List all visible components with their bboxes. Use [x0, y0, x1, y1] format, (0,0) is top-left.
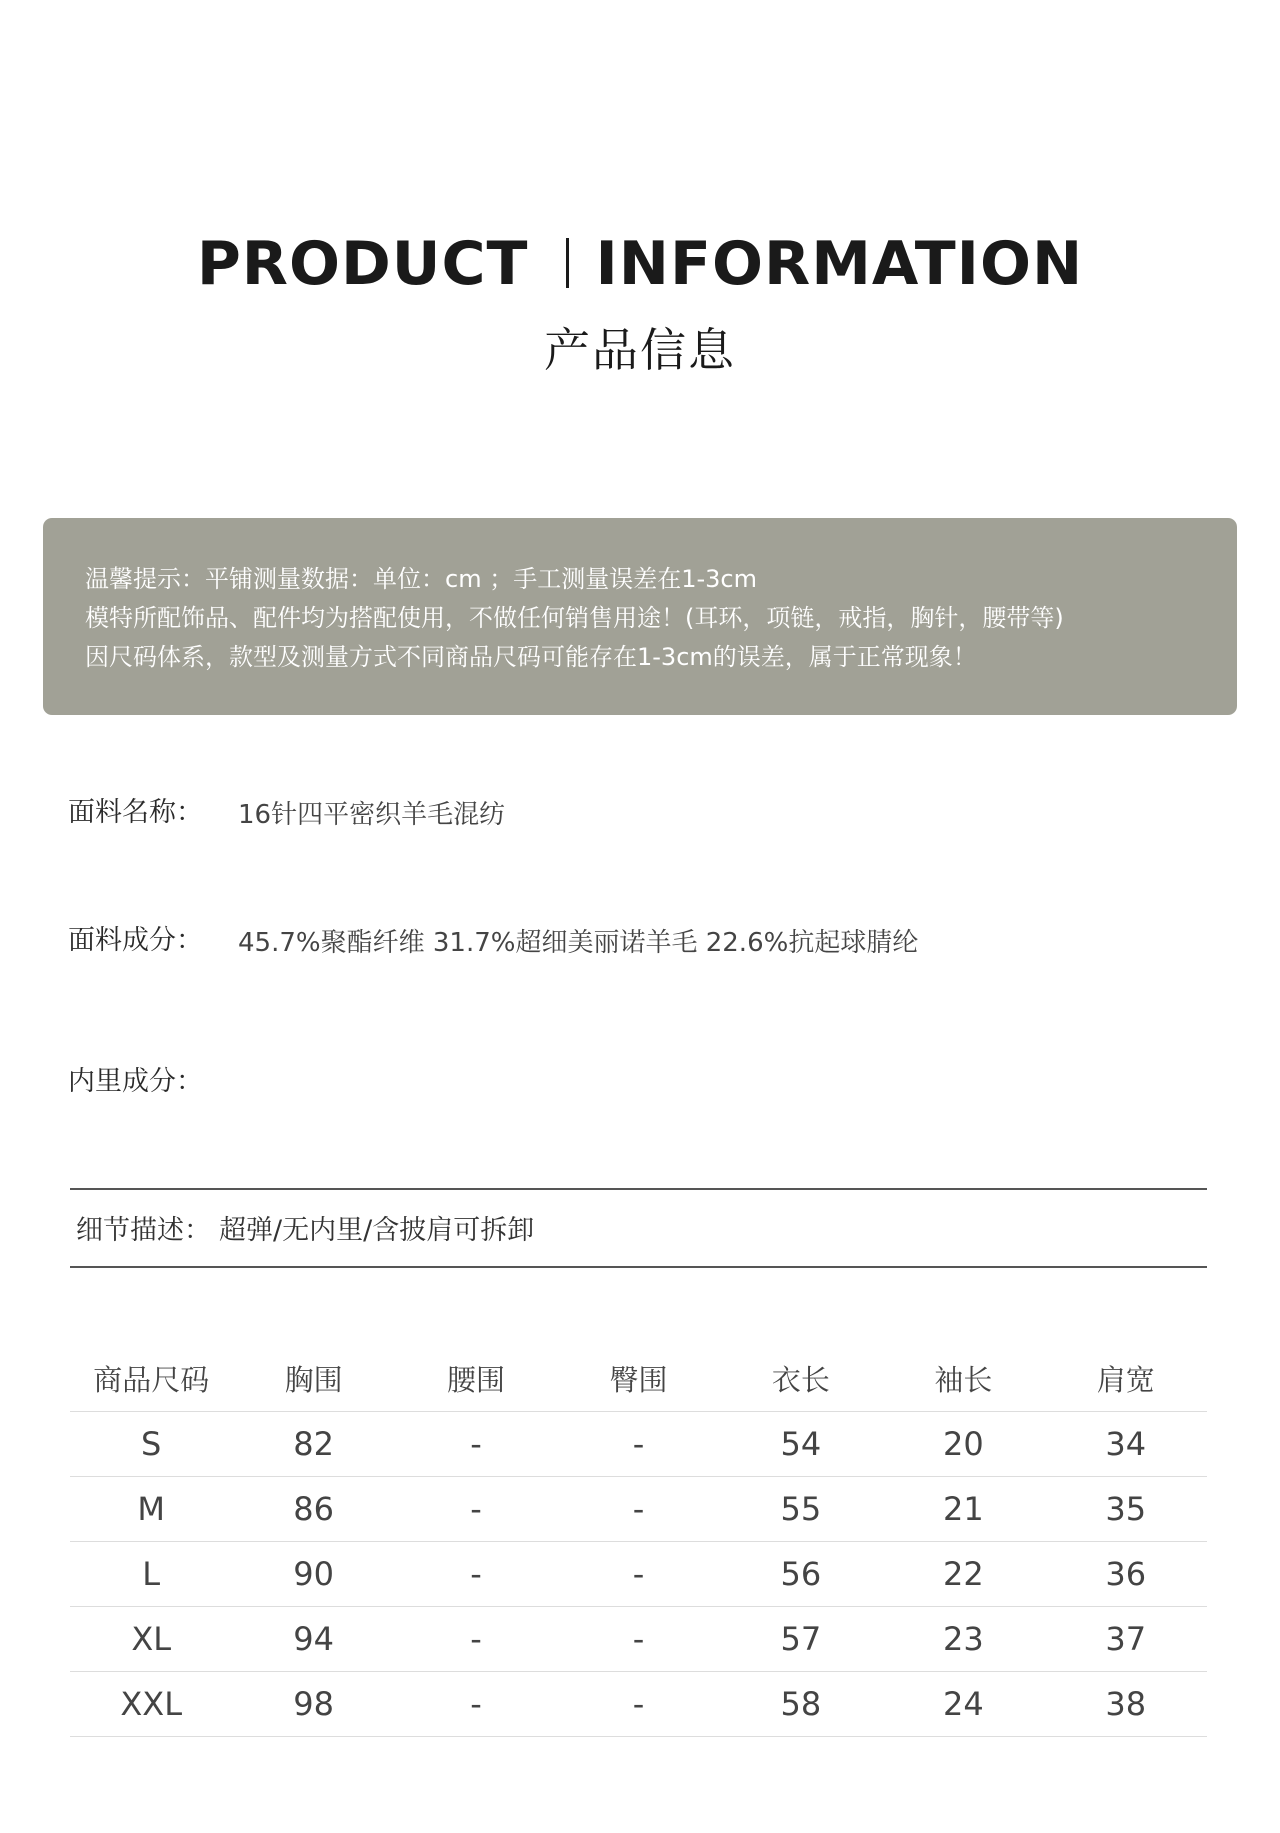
details-label: 细节描述： — [76, 1215, 211, 1246]
header-length: 衣长 — [720, 1345, 882, 1412]
size-cell: M — [70, 1477, 232, 1542]
header-chest: 胸围 — [232, 1345, 394, 1412]
table-cell: - — [557, 1672, 719, 1737]
table-cell: 56 — [720, 1542, 882, 1607]
lining-row — [68, 1064, 203, 1100]
notice-line: 温馨提示：平铺测量数据：单位：cm ；手工测量误差在1-3cm — [85, 565, 757, 593]
table-cell: 37 — [1045, 1607, 1207, 1672]
notice-line: 模特所配饰品、配件均为搭配使用，不做任何销售用途！(耳环，项链，戒指，胸针，腰带等) — [85, 604, 1064, 632]
table-cell: - — [395, 1412, 557, 1477]
page-title — [0, 228, 1280, 300]
header-shoulder: 肩宽 — [1045, 1345, 1207, 1412]
size-table — [70, 1345, 1207, 1737]
table-cell: 55 — [720, 1477, 882, 1542]
fabric-name-value: 16针四平密织羊毛混纺 — [238, 800, 506, 830]
table-cell: 20 — [882, 1412, 1044, 1477]
table-row — [70, 1672, 1207, 1737]
divider-top — [70, 1188, 1207, 1190]
table-cell: 22 — [882, 1542, 1044, 1607]
table-cell: - — [395, 1477, 557, 1542]
notice-line: 因尺码体系，款型及测量方式不同商品尺码可能存在1-3cm的误差，属于正常现象！ — [85, 643, 977, 671]
table-cell: 21 — [882, 1477, 1044, 1542]
table-cell: 90 — [232, 1542, 394, 1607]
table-cell: 54 — [720, 1412, 882, 1477]
title-divider — [566, 238, 569, 288]
table-cell: 58 — [720, 1672, 882, 1737]
header-size: 商品尺码 — [70, 1345, 232, 1412]
header-hip: 臀围 — [557, 1345, 719, 1412]
table-cell: 98 — [232, 1672, 394, 1737]
table-cell: 82 — [232, 1412, 394, 1477]
table-cell: 86 — [232, 1477, 394, 1542]
size-cell: L — [70, 1542, 232, 1607]
table-cell: - — [395, 1542, 557, 1607]
table-cell: 57 — [720, 1607, 882, 1672]
notice-box — [43, 518, 1237, 715]
table-cell: - — [395, 1607, 557, 1672]
table-row — [70, 1477, 1207, 1542]
table-cell: - — [557, 1542, 719, 1607]
table-cell: 94 — [232, 1607, 394, 1672]
fabric-composition-value: 45.7%聚酯纤维 31.7%超细美丽诺羊毛 22.6%抗起球腈纶 — [238, 928, 919, 958]
fabric-composition-row — [68, 923, 919, 959]
table-cell: - — [557, 1412, 719, 1477]
header-sleeve: 袖长 — [882, 1345, 1044, 1412]
table-cell: 23 — [882, 1607, 1044, 1672]
lining-label: 内里成分： — [68, 1066, 203, 1097]
table-cell: - — [395, 1672, 557, 1737]
size-cell: S — [70, 1412, 232, 1477]
header-waist: 腰围 — [395, 1345, 557, 1412]
table-row — [70, 1542, 1207, 1607]
table-cell: 38 — [1045, 1672, 1207, 1737]
table-cell: - — [557, 1477, 719, 1542]
fabric-name-label: 面料名称： — [68, 797, 203, 828]
details-row — [76, 1213, 534, 1249]
table-cell: 24 — [882, 1672, 1044, 1737]
table-cell: 35 — [1045, 1477, 1207, 1542]
table-cell: - — [557, 1607, 719, 1672]
table-row — [70, 1412, 1207, 1477]
table-cell: 36 — [1045, 1542, 1207, 1607]
details-value: 超弹/无内里/含披肩可拆卸 — [219, 1215, 535, 1246]
page-subtitle: 产品信息 — [544, 323, 736, 377]
table-row — [70, 1607, 1207, 1672]
divider-bottom — [70, 1266, 1207, 1268]
fabric-composition-label: 面料成分： — [68, 925, 203, 956]
title-information: INFORMATION — [595, 229, 1084, 299]
title-product: PRODUCT — [196, 229, 529, 299]
table-cell: 34 — [1045, 1412, 1207, 1477]
fabric-name-row — [68, 795, 506, 831]
size-cell: XL — [70, 1607, 232, 1672]
size-table-header — [70, 1345, 1207, 1412]
size-cell: XXL — [70, 1672, 232, 1737]
